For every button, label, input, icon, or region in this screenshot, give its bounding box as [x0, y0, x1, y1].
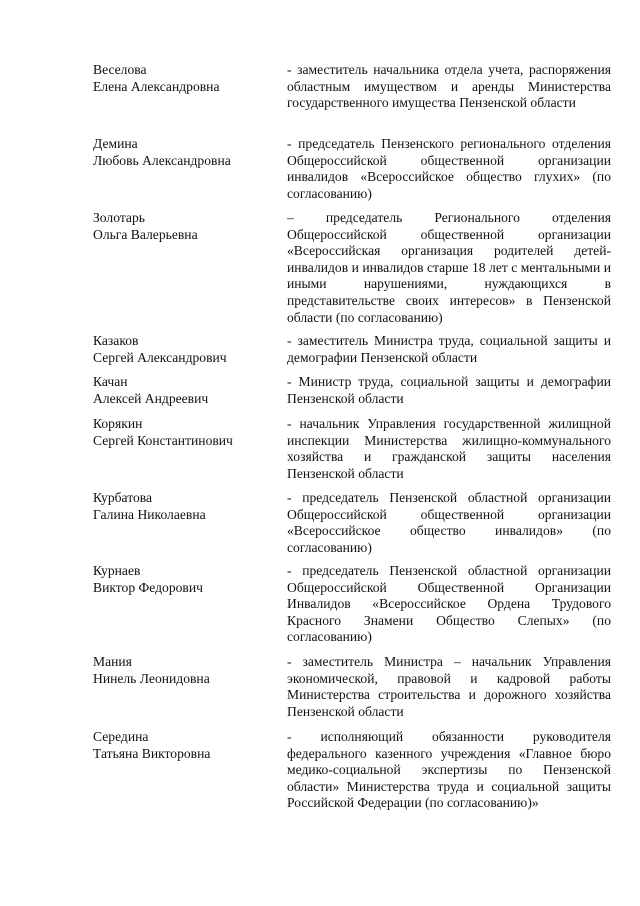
member-position: - заместитель Министра труда, социальной защиты и демографии Пензенской области [287, 333, 611, 365]
member-given-names: Алексей Андреевич [93, 390, 209, 406]
member-surname: Качан [93, 374, 128, 389]
member-position: - исполняющий обязанности руководителя федерального казенного учреждения «Главное бюро медико-социальной экспертизы по Пензенской области» Министерства труда и социальной защиты Российской Федерации (по согласованию)» [287, 729, 611, 811]
member-position: - председатель Пензенской областной организации Общероссийской общественной организации «Всероссийское общество инвалидов» (по согласованию) [287, 490, 611, 555]
member-given-names: Ольга Валерьевна [93, 226, 198, 242]
member-surname: Курнаев [93, 563, 141, 578]
member-name [93, 210, 283, 243]
member-surname: Мания [93, 654, 132, 669]
member-surname: Середина [93, 729, 149, 744]
member-name [93, 490, 283, 523]
member-surname: Золотарь [93, 210, 145, 225]
member-given-names: Елена Александровна [93, 78, 220, 94]
member-position: - председатель Пензенского регионального отделения Общероссийской общественной организации инвалидов «Всероссийское общество глухих» (по согласованию) [287, 136, 611, 201]
member-position: - Министр труда, социальной защиты и демографии Пензенской области [287, 374, 611, 406]
member-surname: Веселова [93, 62, 147, 77]
member-name [93, 374, 283, 407]
member-position: - заместитель Министра – начальник Управления экономической, правовой и кадровой работы Министерства строительства и дорожного хозяйства Пензенской области [287, 654, 611, 719]
member-given-names: Виктор Федорович [93, 579, 203, 595]
member-name [93, 563, 283, 596]
member-surname: Курбатова [93, 490, 153, 505]
member-surname: Демина [93, 136, 138, 151]
member-given-names: Татьяна Викторовна [93, 745, 211, 761]
member-given-names: Галина Николаевна [93, 506, 206, 522]
member-name [93, 416, 283, 449]
member-position: - председатель Пензенской областной организации Общероссийской Общественной Организации Инвалидов «Всероссийское Ордена Трудового Красного Знамени Общество Слепых» (по согласованию) [287, 563, 611, 645]
member-given-names: Сергей Константинович [93, 432, 233, 448]
member-name [93, 654, 283, 687]
member-name [93, 729, 283, 762]
member-name [93, 333, 283, 366]
member-name [93, 62, 283, 95]
member-position: - начальник Управления государственной жилищной инспекции Министерства жилищно-коммунального хозяйства и гражданской защиты населения Пензенской области [287, 416, 611, 481]
member-given-names: Нинель Леонидовна [93, 670, 210, 686]
member-given-names: Сергей Александрович [93, 349, 227, 365]
member-position: – председатель Регионального отделения Общероссийской общественной организации «Всероссийская организация родителей детей-инвалидов и инвалидов старше 18 лет с ментальными и иными нарушениями, нуждающихся в представительстве своих интересов» в Пензенской области (по согласованию) [287, 210, 611, 325]
member-position: - заместитель начальника отдела учета, распоряжения областным имуществом и аренды Министерства государственного имущества Пензенской области [287, 62, 611, 111]
member-given-names: Любовь Александровна [93, 152, 231, 168]
member-surname: Корякин [93, 416, 143, 431]
member-surname: Казаков [93, 333, 139, 348]
member-name [93, 136, 283, 169]
